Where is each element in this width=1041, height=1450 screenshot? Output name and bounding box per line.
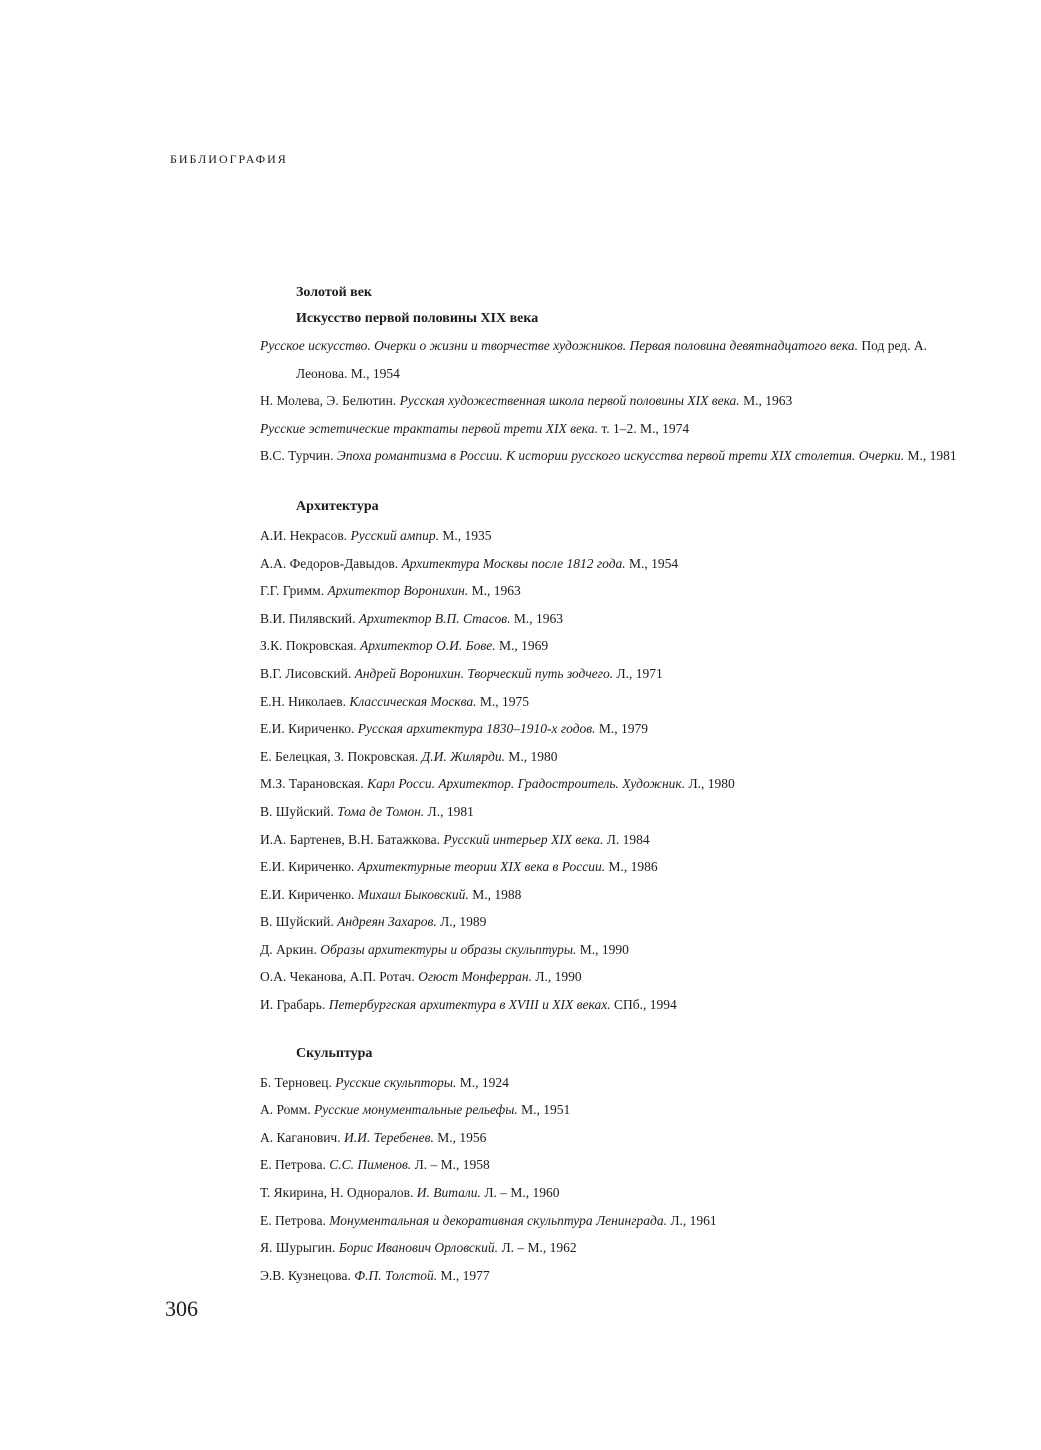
bibliography-entry [260,550,960,578]
entry-publication: М., 1979 [595,721,649,737]
entry-publication: М., 1954 [625,555,679,571]
entry-title: И.И. Теребенев. [343,1129,434,1145]
entry-title: Русское искусство. Очерки о жизни и творчестве художников. Первая половина девятнадцатого века. [260,338,858,353]
entry-title: Архитектор О.И. Бове. [360,638,496,654]
entry-title: Русские эстетические трактаты первой трети XIX века. [260,420,599,436]
bibliography-entry [260,1124,960,1152]
entry-publication: М., 1986 [605,859,658,875]
entry-title: Классическая Москва. [349,693,477,709]
entry-author: Э.В. Кузнецова. [260,1267,355,1283]
bibliography-entry [260,853,960,881]
entry-title: Андрей Воронихин. Творческий путь зодчего. [354,665,614,681]
entry-publication: Л., 1961 [666,1212,717,1228]
entry-publication: М., 1956 [433,1129,487,1145]
entry-title: С.С. Пименов. [329,1157,412,1173]
entry-title: Михаил Быковский. [357,886,469,902]
entry-publication: Л. – М., 1960 [480,1185,560,1201]
bibliography-entry [260,1151,960,1179]
entry-author: Д. Аркин. [260,941,321,957]
bibliography-entry [260,881,960,909]
bibliography-entry [260,332,960,387]
entry-publication: Под ред. А. Леонова. М., 1954 [296,338,928,381]
bibliography-entry [260,715,960,743]
entry-publication: М., 1935 [438,527,492,543]
entry-title: Архитектор Воронихин. [327,583,469,599]
bibliography-entry [260,442,960,470]
bibliography-entry [260,387,960,415]
entry-title: Монументальная и декоративная скульптура Ленинграда. [329,1212,667,1228]
entry-author: А.А. Федоров-Давыдов. [260,555,402,571]
section-golden-age [260,280,960,470]
running-head: БИБЛИОГРАФИЯ [170,152,288,166]
bibliography-entry [260,936,960,964]
entry-title: Русские скульпторы. [335,1074,457,1090]
entry-title: Архитектура Москвы после 1812 года. [401,555,626,571]
bibliography-entry [260,1096,960,1124]
entry-author: Е.И. Кириченко. [260,886,358,902]
bibliography-entry [260,1207,960,1235]
entry-publication: М., 1963 [739,393,793,409]
entry-publication: М., 1980 [504,748,558,764]
entry-author: В. Шуйский. [260,803,338,819]
bibliography-entry [260,605,960,633]
entry-title: Русская архитектура 1830–1910-х годов. [357,721,596,737]
entry-publication: М., 1975 [476,693,530,709]
entry-author: Е.Н. Николаев. [260,693,350,709]
bibliography-entry [260,577,960,605]
entry-author: Я. Шурыгин. [260,1240,339,1256]
bibliography-entry [260,991,960,1019]
bibliography-entry [260,1069,960,1097]
entry-publication: М., 1963 [468,583,521,599]
entry-title: Петербургская архитектура в XVIII и XIX веках. [328,997,611,1013]
entry-title: Архитектурные теории XIX века в России. [357,859,606,875]
bibliography-entry [260,1234,960,1262]
entry-publication: Л., 1989 [436,914,487,930]
bibliography-entry [260,632,960,660]
entry-title: Образы архитектуры и образы скульптуры. [320,941,577,957]
entry-author: Е.И. Кириченко. [260,721,358,737]
entry-author: Т. Якирина, Н. Одноралов. [260,1185,417,1201]
entry-author: З.К. Покровская. [260,638,361,654]
entry-author: В.И. Пилявский. [260,610,359,626]
entry-publication: М., 1990 [576,941,629,957]
entry-title: Архитектор В.П. Стасов. [358,610,511,626]
entry-title: Ф.П. Толстой. [354,1267,438,1283]
entry-title: Д.И. Жилярди. [421,748,505,764]
entry-author: Е. Петрова. [260,1212,330,1228]
entry-title: Тома де Томон. [337,803,425,819]
entry-publication: СПб., 1994 [610,997,677,1013]
entry-title: Андреян Захаров. [337,914,437,930]
section-heading: Архитектура [296,498,379,514]
section-architecture [260,494,960,1019]
entry-author: Е.И. Кириченко. [260,859,358,875]
entry-publication: Л. – М., 1962 [498,1240,577,1256]
entry-publication: М., 1988 [468,886,522,902]
page-number: 306 [165,1296,198,1321]
bibliography-entry [260,1179,960,1207]
entry-author: Г.Г. Гримм. [260,583,328,599]
entry-title: Русский интерьер XIX века. [443,831,604,847]
entry-title: Русские монументальные рельефы. [314,1102,518,1118]
section-heading: Золотой век [296,285,372,300]
entry-title: И. Витали. [416,1185,481,1201]
entry-title: Карл Росси. Архитектор. Градостроитель. Художник. [367,776,686,792]
entry-title: Эпоха романтизма в России. К истории русского искусства первой трети XIX столетия. Очерки. [336,448,905,464]
entry-publication: М., 1969 [495,638,549,654]
entry-author: А. Ромм. [260,1102,314,1118]
section-sculpture [260,1041,960,1290]
entry-author: В.Г. Лисовский. [260,665,355,681]
bibliography-entry [260,688,960,716]
bibliography-entry [260,743,960,771]
section-heading: Скульптура [296,1045,373,1061]
bibliography-entry [260,415,960,443]
entry-publication: Л. – М., 1958 [411,1157,490,1173]
entry-publication: т. 1–2. М., 1974 [598,420,690,436]
entry-title: Огюст Монферран. [418,969,532,985]
bibliography-entry [260,522,960,550]
entry-author: А.И. Некрасов. [260,527,351,543]
entry-publication: М., 1977 [437,1267,490,1283]
entry-author: И. Грабарь. [260,997,329,1013]
entry-author: А. Каганович. [260,1129,344,1145]
entry-publication: М., 1963 [510,610,563,626]
entry-author: Н. Молева, Э. Белютин. [260,393,400,409]
entry-publication: Л. 1984 [603,831,650,847]
entry-publication: Л., 1971 [613,665,663,681]
entry-title: Русская художественная школа первой половины XIX века. [399,393,740,409]
bibliography-entry [260,660,960,688]
bibliography-entry [260,963,960,991]
entry-publication: М., 1951 [517,1102,571,1118]
entry-publication: М., 1981 [904,448,957,464]
entry-title: Русский ампир. [350,527,439,543]
bibliography-content [260,280,960,1311]
entry-publication: Л., 1981 [424,803,474,819]
entry-author: М.З. Тарановская. [260,776,368,792]
section-subheading: Искусство первой половины XIX века [296,311,539,326]
bibliography-entry [260,826,960,854]
entry-publication: Л., 1980 [685,776,735,792]
entry-publication: М., 1924 [456,1074,509,1090]
bibliography-entry [260,770,960,798]
entry-author: Е. Петрова. [260,1157,330,1173]
entry-author: О.А. Чеканова, А.П. Ротач. [260,969,419,985]
bibliography-entry [260,798,960,826]
entry-author: В.С. Турчин. [260,448,337,464]
entry-author: И.А. Бартенев, В.Н. Батажкова. [260,831,444,847]
bibliography-entry [260,908,960,936]
entry-author: В. Шуйский. [260,914,338,930]
entry-publication: Л., 1990 [531,969,582,985]
bibliography-entry [260,1262,960,1290]
entry-author: Е. Белецкая, З. Покровская. [260,748,422,764]
entry-title: Борис Иванович Орловский. [338,1240,499,1256]
entry-author: Б. Терновец. [260,1074,336,1090]
